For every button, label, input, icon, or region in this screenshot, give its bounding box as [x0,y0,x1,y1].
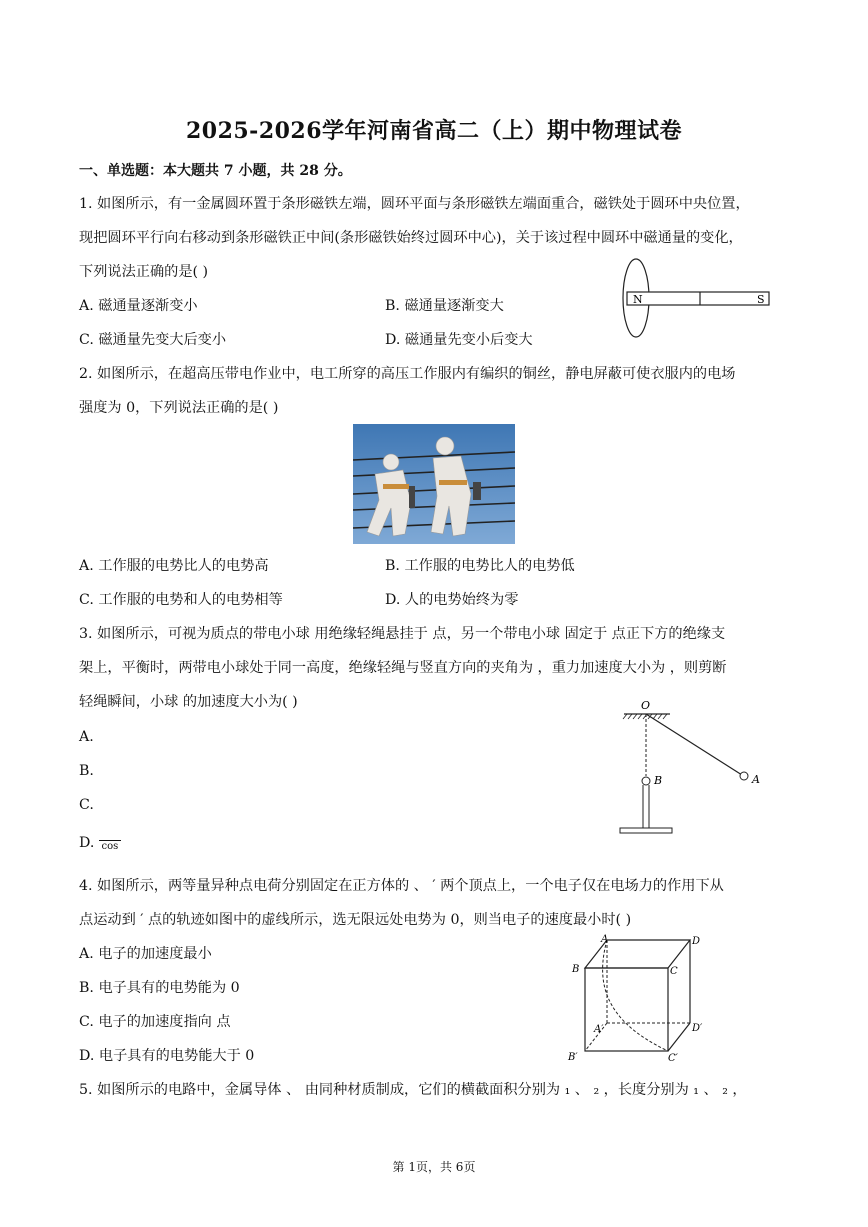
cube-figure [562,930,712,1065]
vertex-d-label: D [692,936,701,947]
q4-option-d: D. 电子具有的电势能大于 0 [79,1048,255,1064]
q1-option-d: D. 磁通量先变小后变大 [385,332,533,348]
q2-line-2: 强度为 0，下列说法正确的是( ) [79,400,279,416]
q3-option-d-denominator: cos [101,841,119,852]
q3-option-c: C. [79,797,94,813]
q3-option-b: B. [79,763,94,779]
power-line-workers-photo [353,424,515,544]
magnet-s-label: S [757,293,765,306]
q1-option-a: A. 磁通量逐渐变小 [79,298,198,314]
q3-line-2: 架上，平衡时，两带电小球处于同一高度，绝缘轻绳与竖直方向的夹角为 ，重力加速度大小为 ，则剪断 [79,660,727,676]
vertex-a-prime-label: A′ [594,1024,604,1035]
q3-option-d-label: D. [79,835,95,851]
point-o-label: O [641,699,651,712]
hanging-ball-figure [612,696,772,838]
page-footer: 第 1页，共 6页 [392,1160,476,1174]
vertex-b-prime-label: B′ [568,1052,578,1063]
q4-line-2: 点运动到 ′ 点的轨迹如图中的虚线所示，选无限远处电势为 0，则当电子的速度最小时( ) [79,912,632,928]
ball-a-label: A [752,773,760,786]
vertex-b-label: B [572,964,580,975]
ball-b-label: B [654,774,663,787]
q2-option-c: C. 工作服的电势和人的电势相等 [79,592,283,608]
section-heading: 一、单选题：本大题共 7 小题，共 28 分。 [79,163,352,179]
q5-line-1: 5. 如图所示的电路中，金属导体 、 由同种材质制成，它们的横截面积分别为 ₁ 、 ₂ ，长度分别为 ₁ 、 ₂ ， [79,1082,747,1098]
q3-option-a: A. [79,729,94,745]
vertex-a-label: A [601,934,609,945]
q4-line-1: 4. 如图所示，两等量异种点电荷分别固定在正方体的 、 ′ 两个顶点上，一个电子仅在电场力的作用下从 [79,878,724,894]
vertex-d-prime-label: D′ [692,1023,703,1034]
magnet-n-label: N [633,293,643,306]
q4-option-c: C. 电子的加速度指向 点 [79,1014,231,1030]
q4-option-a: A. 电子的加速度最小 [79,946,212,962]
ring-magnet-figure [615,256,780,340]
vertex-c-label: C [670,966,678,977]
q4-option-b: B. 电子具有的电势能为 0 [79,980,240,996]
q1-line-2: 现把圆环平行向右移动到条形磁铁正中间(条形磁铁始终过圆环中心)，关于该过程中圆环中磁通量的变化， [79,230,743,246]
q3-line-1: 3. 如图所示，可视为质点的带电小球 用绝缘轻绳悬挂于 点，另一个带电小球 固定于 点正下方的绝缘支 [79,626,726,642]
q3-option-d [79,833,121,853]
q2-option-d: D. 人的电势始终为零 [385,592,519,608]
page-title: 2025-2026学年河南省高二（上）期中物理试卷 [185,118,683,144]
q1-option-c: C. 磁通量先变大后变小 [79,332,227,348]
q2-line-1: 2. 如图所示，在超高压带电作业中，电工所穿的高压工作服内有编织的铜丝，静电屏蔽可使衣服内的电场 [79,366,736,382]
q2-option-b: B. 工作服的电势比人的电势低 [385,558,575,574]
q1-line-1: 1. 如图所示，有一金属圆环置于条形磁铁左端，圆环平面与条形磁铁左端面重合，磁铁处于圆环中央位置， [79,196,750,212]
q1-line-3: 下列说法正确的是( ) [79,264,209,280]
q2-option-a: A. 工作服的电势比人的电势高 [79,558,269,574]
vertex-c-prime-label: C′ [668,1053,678,1064]
q3-option-d-fraction [99,834,121,852]
q1-option-b: B. 磁通量逐渐变大 [385,298,504,314]
q3-line-3: 轻绳瞬间，小球 的加速度大小为( ) [79,694,298,710]
